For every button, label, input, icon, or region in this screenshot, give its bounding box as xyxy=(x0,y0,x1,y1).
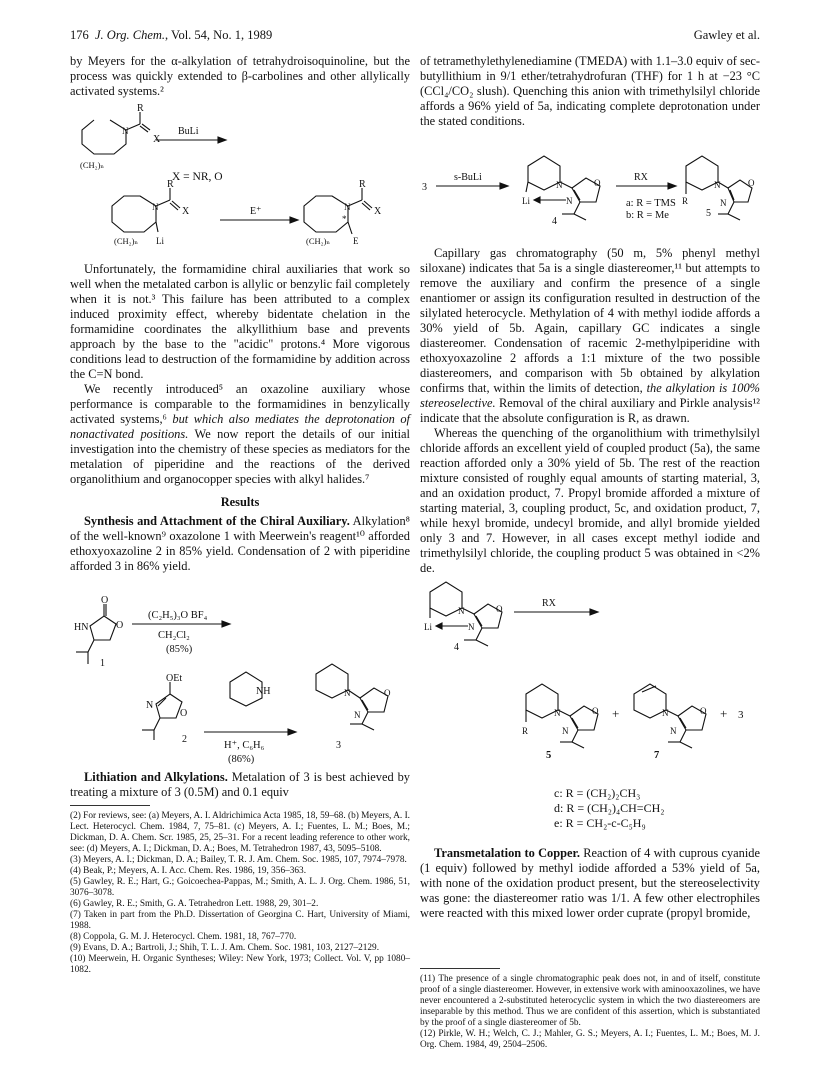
lithiation-heading: Lithiation and Alkylations. xyxy=(84,770,228,784)
paragraph-tmeda: of tetramethylethylenediamine (TMEDA) with 1.1–3.0 equiv of sec-butyllithium in 9/1 ether/tetrahydrofuran (THF) for 1 h at −23 °C (CCl₄/CO₂ slush). Quenching this anion with trimethylsilyl chloride affords a 96% yield of 5a, indicating complete deprotonation under the stated conditions. xyxy=(420,54,760,128)
s3-n5b: N xyxy=(720,198,727,208)
s1-r-right: R xyxy=(359,179,366,190)
s4-label5: 5 xyxy=(546,750,552,761)
s2-n3b: N xyxy=(354,710,361,720)
s4-three: 3 xyxy=(738,709,744,721)
s3-o4: O xyxy=(594,178,601,188)
s1-ch2n-right: (CH₂)ₙ xyxy=(306,236,331,246)
s2-label1: 1 xyxy=(100,658,105,669)
results-heading: Results xyxy=(220,495,260,509)
scheme-1 xyxy=(70,104,410,262)
journal-volume: , Vol. 54, No. 1, 1989 xyxy=(165,28,273,42)
para2-part-c: We now report the details of our initial investigation into the chemistry of these species as mediators for the metalation of piperidine and the reactions of the derived organolithium and organocopper species with alkyl halides.⁷ xyxy=(70,427,410,486)
synthesis-heading: Synthesis and Attachment of the Chiral Auxiliary. xyxy=(84,514,350,528)
s4-n4a: N xyxy=(458,606,465,616)
header-left xyxy=(70,28,272,43)
s2-n2: N xyxy=(146,700,154,711)
s4-r5: R xyxy=(522,726,529,736)
s3-start: 3 xyxy=(422,182,427,193)
footnote-4: (4) Beak, P.; Meyers, A. I. Acc. Chem. Res. 1986, 19, 356–363. xyxy=(70,866,307,876)
lithiation-text: Metalation of 3 is best achieved by treating a mixture of 3 (0.5M) and 0.1 equiv xyxy=(70,770,410,799)
paragraph-formamidine: Unfortunately, the formamidine chiral auxiliaries that work so well when the metalated carbon is allylic or benzylic fail completely when it is not.³ This failure has been attributed to a complex induced proximity effect, whereby bidentate chelation in the formamidine coordinates the alkyllithium base and prevents approach by the base to the "acidic" protons.⁴ More vigorous conditions lead to destruction of the formamidine by addition across the C=N bond. xyxy=(70,262,410,381)
r-def-c: c: R = (CH₂)₂CH₃ xyxy=(554,786,641,800)
r-def-e: e: R = CH₂-c-C₅H₉ xyxy=(554,816,646,830)
paragraph-capillary-gc xyxy=(420,246,760,426)
left-body xyxy=(70,262,410,574)
right-body xyxy=(420,246,760,576)
s2-solvent: CH₂Cl₂ xyxy=(158,630,190,641)
svg-text:N: N xyxy=(344,202,351,212)
s1-r-top: R xyxy=(137,104,144,114)
s2-o2: O xyxy=(180,708,188,719)
footnote-rule-right xyxy=(420,968,500,969)
footnote-3: (3) Meyers, A. I.; Dickman, D. A.; Bailey, T. R. J. Am. Chem. Soc. 1985, 107, 7974–7978. xyxy=(70,855,407,865)
journal-name: J. Org. Chem. xyxy=(95,28,166,42)
svg-text:N: N xyxy=(122,126,129,136)
s3-n4a: N xyxy=(556,180,563,190)
footnote-rule-left xyxy=(70,805,150,806)
s4-n7b: N xyxy=(670,726,677,736)
s2-label3: 3 xyxy=(336,740,341,751)
s2-o-top: O xyxy=(101,595,109,606)
s3-o5: O xyxy=(748,178,755,188)
s1-x-def: X = NR, O xyxy=(172,171,223,183)
s1-x-top: X xyxy=(153,134,161,145)
footnote-9: (9) Evans, D. A.; Bartroli, J.; Shih, T. L. J. Am. Chem. Soc. 1981, 103, 2127–2129. xyxy=(70,943,380,953)
s4-o4: O xyxy=(496,604,503,614)
s4-plus1: + xyxy=(612,706,620,721)
s1-e: E xyxy=(353,236,359,246)
right-top xyxy=(420,54,760,129)
s2-label2: 2 xyxy=(182,734,187,745)
s4-plus2: + xyxy=(720,706,728,721)
s3-li: Li xyxy=(522,196,530,206)
transmetalation-heading: Transmetalation to Copper. xyxy=(434,846,580,860)
page-number: 176 xyxy=(70,28,89,42)
s4-o7: O xyxy=(700,706,707,716)
s4-n4b: N xyxy=(468,622,475,632)
para-gc-emphasis: the alkylation is 100% stereoselective. xyxy=(420,381,760,410)
s1-star: * xyxy=(342,214,347,224)
s2-n3a: N xyxy=(344,688,351,698)
s4-n7a: N xyxy=(662,708,669,718)
s2-yield1: (85%) xyxy=(166,644,193,655)
paragraph-oxazoline xyxy=(70,382,410,487)
footnotes-left xyxy=(70,811,410,976)
s1-ch2n-top: (CH₂)ₙ xyxy=(80,160,105,170)
right-transmetalation xyxy=(420,846,760,921)
paragraph-transmetalation xyxy=(420,846,760,921)
para2-emphasis: but which also mediates the deprotonation of nonactivated positions. xyxy=(70,412,410,441)
s4-rx: RX xyxy=(542,598,556,609)
scheme-3 xyxy=(420,142,760,236)
s4-n5b: N xyxy=(562,726,569,736)
s2-reagent2: H⁺, C₆H₆ xyxy=(224,740,265,751)
paragraph-quenching: Whereas the quenching of the organolithium with trimethylsilyl chloride affords an excellent yield of coupled product (5a), the same reaction afforded only a 30% yield of 5b. The rest of the reaction mixture consisted of roughly equal amounts of starting material, 3, and an oxidation product, 7. Propyl bromide afforded a mixture of starting material, 3, coupling product, 5c, and oxidation product, 7, while hexyl bromide, undecyl bromide, and allyl bromide yielded only 3 and 7. However, in all cases except methyl iodide and trimethylsilyl chloride, the coupling product 5 was obtained in <2% de. xyxy=(420,426,760,575)
s2-reagent: (C₂H₅)₃O BF₄ xyxy=(148,610,208,621)
s2-o3: O xyxy=(384,688,391,698)
paragraph-synthesis xyxy=(70,514,410,574)
para-gc-part-c: Removal of the chiral auxiliary and Pirkle analysis¹² indicate that the absolute configuration is R, as drawn. xyxy=(420,396,760,425)
footnote-2: (2) For reviews, see: (a) Meyers, A. I. Aldrichimica Acta 1985, 18, 59–68. (b) Meyers, A. I. Lect. Heterocycl. Chem. 1984, 7, 75–81. (c) Meyers, A. I.; Fuentes, L. M.; Boes, M.; Dickman, D. A. Chem. Scr. 1985, 25, 25–31. For a recent leading reference to other work, see: (d) Meyers, A. I.; Dickman, D. A.; Boes, M. Tetrahedron 1987, 43, 5095–5108. xyxy=(70,811,410,854)
s3-b: b: R = Me xyxy=(626,210,669,221)
s2-o-ring: O xyxy=(116,620,124,631)
s3-rx: RX xyxy=(634,172,648,183)
s3-label4: 4 xyxy=(552,216,557,227)
s3-a: a: R = TMS xyxy=(626,198,676,209)
footnotes-right xyxy=(420,974,760,1051)
running-header xyxy=(70,28,760,46)
s1-ch2n-left: (CH₂)ₙ xyxy=(114,236,139,246)
s1-eplus: E⁺ xyxy=(250,206,262,217)
footnote-7: (7) Taken in part from the Ph.D. Dissertation of Georgina C. Hart, University of Miami, 1988. xyxy=(70,910,410,931)
footnote-6: (6) Gawley, R. E.; Smith, G. A. Tetrahedron Lett. 1988, 29, 301–2. xyxy=(70,899,319,909)
s3-n5a: N xyxy=(714,180,721,190)
s2-nh: NH xyxy=(256,686,271,697)
synthesis-text: Alkylation⁸ of the well-known⁹ oxazolone 1 with Meerwein's reagent¹⁰ afforded ethoxyoxazoline 2 in 85% yield. Condensation of 2 with piperidine afforded 3 in 86% yield. xyxy=(70,514,410,573)
s2-oet: OEt xyxy=(166,673,183,684)
left-intro xyxy=(70,54,410,99)
s4-li: Li xyxy=(424,622,432,632)
s2-hn: HN xyxy=(74,622,89,633)
s1-x-right: X xyxy=(374,206,382,217)
footnote-12: (12) Pirkle, W. H.; Welch, C. J.; Mahler, G. S.; Meyers, A. I.; Fuentes, L. M.; Boes, M. J. Org. Chem. 1984, 49, 2504–2506. xyxy=(420,1029,760,1050)
s1-x-left: X xyxy=(182,206,190,217)
footnote-10: (10) Meerwein, H. Organic Syntheses; Wiley: New York, 1973; Collect. Vol. V, pp 1080–1082. xyxy=(70,954,410,975)
footnote-5: (5) Gawley, R. E.; Hart, G.; Goicoechea-Pappas, M.; Smith, A. L. J. Org. Chem. 1986, 51, 3076–3078. xyxy=(70,877,410,898)
s3-r5: R xyxy=(682,196,689,206)
header-authors: Gawley et al. xyxy=(693,28,760,42)
s1-r-left: R xyxy=(167,179,174,190)
s4-n5a: N xyxy=(554,708,561,718)
scheme-4-r-list xyxy=(554,786,664,831)
s1-li: Li xyxy=(156,236,164,246)
s2-yield2: (86%) xyxy=(228,754,255,764)
left-lithiation xyxy=(70,770,410,800)
s4-label7: 7 xyxy=(654,750,660,761)
para2-part-a: We recently introduced⁵ an oxazoline auxiliary whose performance is comparable to the formamidines in benzylically activated systems,⁶ xyxy=(70,382,410,426)
s4-label4: 4 xyxy=(454,642,459,653)
footnote-11: (11) The presence of a single chromatographic peak does not, in and of itself, constitute proof of a single diastereomer. However, in extensive work with aminooxazolines, we have never encountered a 2-substituted heterocyclic system in which the two diastereomers are inseparable by this method. Thus we are confident of this assertion, which is substantiated by the proof of a single diastereomer of 5b. xyxy=(420,974,760,1028)
para-gc-part-a: Capillary gas chromatography (50 m, 5% phenyl methyl siloxane) indicates that 5a is a single diastereomer,¹¹ but attempts to remove the auxiliary and confirm the presence of a single enantiomer or assign its configuration resulted in destruction of the silylated heterocycle. Methylation of 4 with methyl iodide affords a 30% yield of 5b. Again, capillary GC indicates a single diastereomer. Condensation of racemic 2-methylpiperidine with ethoxyoxazoline 2 affords a 1:1 mixture of the two possible diastereomers, and comparison with 5b obtained by alkylation confirms that, within the limits of detection, xyxy=(420,246,760,395)
paragraph-lithiation xyxy=(70,770,410,800)
scheme-2 xyxy=(70,594,410,764)
s1-buli: BuLi xyxy=(178,126,199,137)
intro-paragraph: by Meyers for the α-alkylation of tetrahydroisoquinoline, but the process was quickly extended to β-carbolines and other allylically activated systems.² xyxy=(70,54,410,98)
s3-sbuli: s-BuLi xyxy=(454,172,482,183)
s3-n4b: N xyxy=(566,196,573,206)
transmetalation-text: Reaction of 4 with cuprous cyanide (1 equiv) followed by methyl iodide afforded a 53% yield of 5a, with none of the oxidation product present, but the stereoselectivity was gone: the diastereomer ratio was 1/1. A few other electrophiles were reacted with this mixed lower order cuprate (propyl bromide, xyxy=(420,846,760,920)
r-def-d: d: R = (CH₂)₄CH=CH₂ xyxy=(554,801,665,815)
svg-text:N: N xyxy=(152,202,159,212)
scheme-4 xyxy=(420,568,760,782)
s3-label5: 5 xyxy=(706,208,711,219)
s4-o5: O xyxy=(592,706,599,716)
footnote-8: (8) Coppola, G. M. J. Heterocycl. Chem. 1981, 18, 767–770. xyxy=(70,932,297,942)
